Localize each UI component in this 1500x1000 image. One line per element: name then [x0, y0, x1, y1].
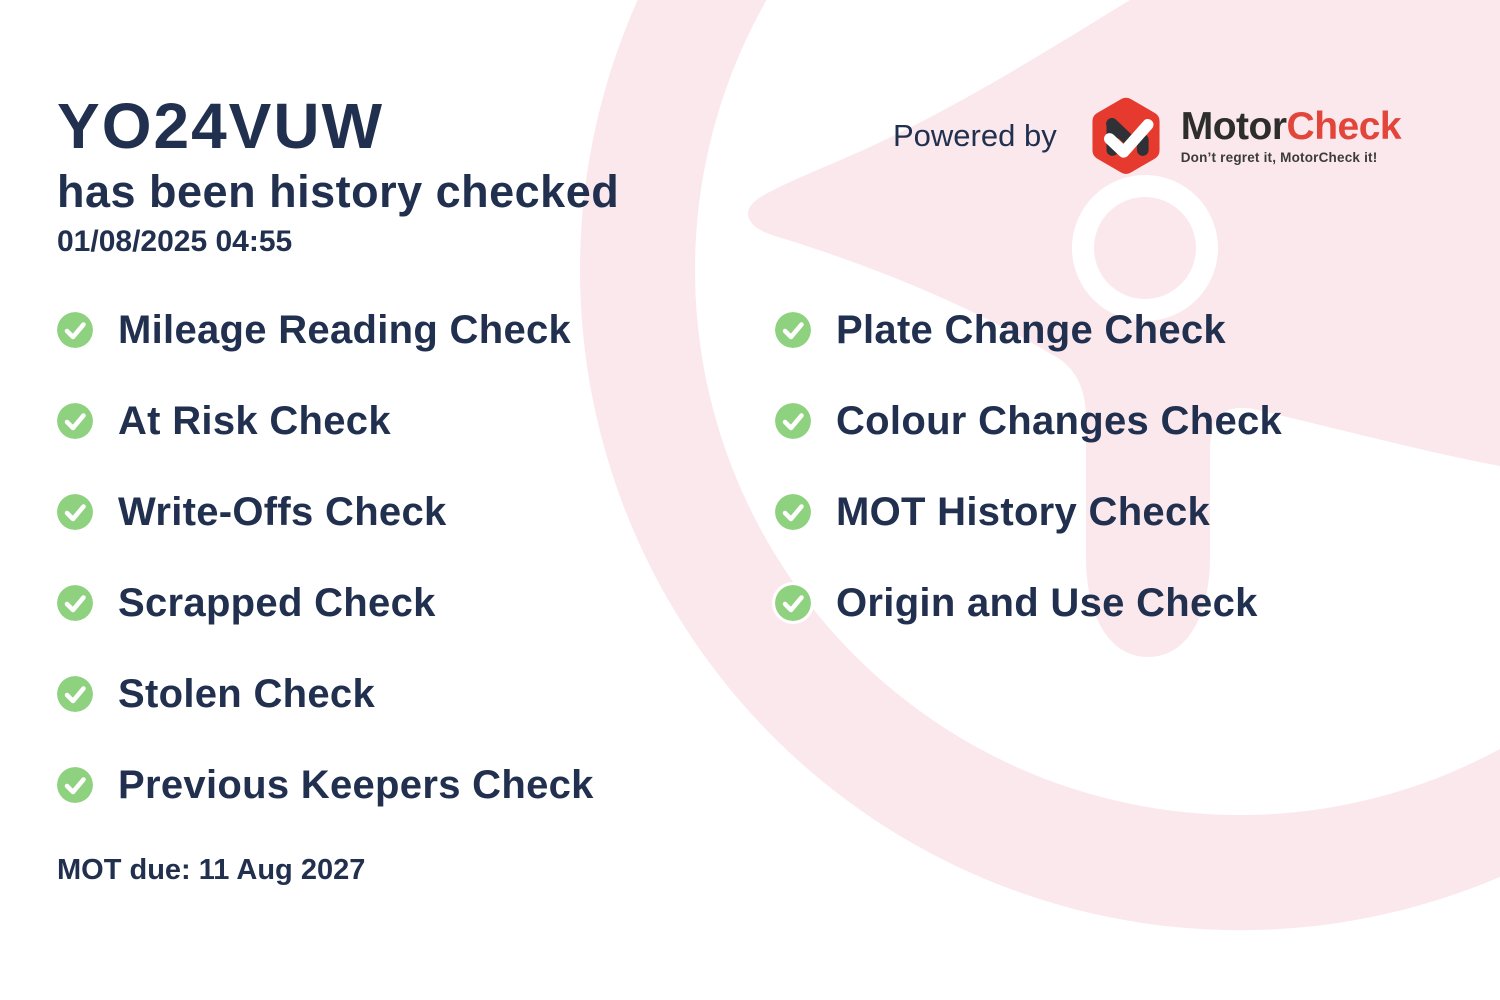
green-check-icon [775, 585, 811, 621]
check-row [57, 490, 594, 534]
check-row [57, 581, 594, 625]
wheel-hub-center [1094, 197, 1196, 299]
check-row [775, 308, 1282, 352]
brand-name [1181, 107, 1401, 146]
green-check-icon [57, 767, 93, 803]
brand-tagline: Don’t regret it, MotorCheck it! [1180, 150, 1378, 165]
check-timestamp: 01/08/2025 04:55 [57, 225, 293, 258]
checklist-right-column [775, 308, 1283, 625]
green-check-icon [57, 494, 93, 530]
green-check-icon [775, 494, 811, 530]
green-check-icon [57, 585, 93, 621]
check-row [775, 581, 1282, 625]
brand-wordmark [1181, 107, 1401, 165]
green-check-icon [775, 312, 811, 348]
check-row [57, 399, 594, 443]
green-check-icon [57, 312, 93, 348]
check-row [775, 399, 1283, 443]
check-label: Scrapped Check [118, 581, 436, 625]
check-label: MOT History Check [836, 490, 1211, 534]
check-label: Plate Change Check [836, 308, 1226, 352]
check-label: Colour Changes Check [836, 399, 1283, 443]
powered-by-label: Powered by [893, 118, 1057, 153]
check-label: Origin and Use Check [836, 581, 1258, 625]
check-label: Stolen Check [118, 672, 375, 716]
check-label: Mileage Reading Check [118, 308, 572, 352]
brand-name-check: Check [1286, 105, 1402, 148]
check-row [57, 672, 594, 716]
green-check-icon [57, 676, 93, 712]
check-row [57, 308, 594, 352]
check-row [775, 490, 1282, 534]
page-subtitle: has been history checked [57, 166, 620, 217]
check-label: Previous Keepers Check [118, 763, 594, 807]
checklist-left-column [57, 308, 594, 807]
check-label: Write-Offs Check [118, 490, 447, 534]
page-title-registration: YO24VUW [57, 90, 384, 162]
brand-name-motor: Motor [1180, 105, 1287, 148]
check-row [57, 763, 594, 807]
green-check-icon [57, 403, 93, 439]
motorcheck-hexagon-check-icon [1087, 93, 1165, 179]
check-label: At Risk Check [118, 399, 391, 443]
mot-due-text: MOT due: 11 Aug 2027 [57, 854, 366, 886]
green-check-icon [775, 403, 811, 439]
powered-by-lockup [893, 92, 1401, 180]
